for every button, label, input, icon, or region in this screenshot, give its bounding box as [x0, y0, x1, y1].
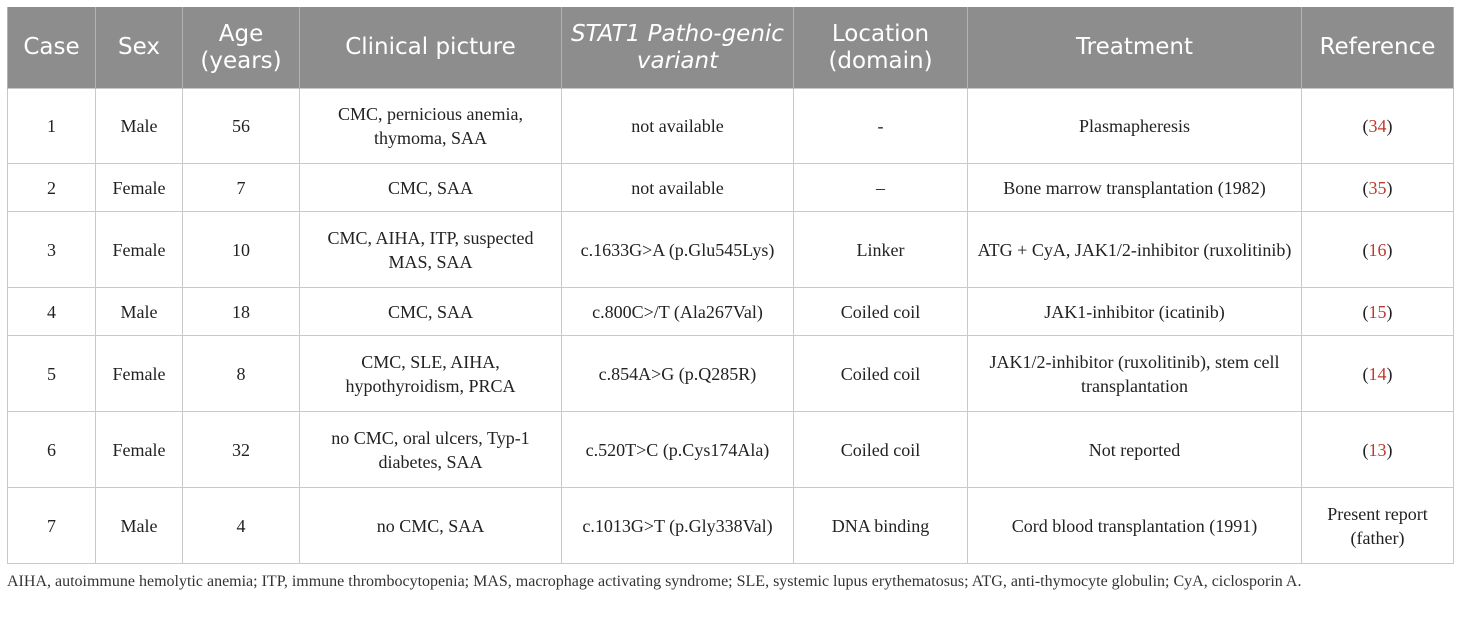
cell-location: Linker [794, 212, 968, 288]
header-location: Location (domain) [794, 7, 968, 89]
cell-sex: Female [96, 212, 183, 288]
table-row [8, 288, 1454, 336]
header-treatment: Treatment [968, 7, 1302, 89]
cell-sex: Female [96, 164, 183, 212]
cell-variant: c.800C>/T (Ala267Val) [562, 288, 794, 336]
ref-open: ( [1362, 439, 1369, 460]
cell-case: 5 [8, 336, 96, 412]
cell-reference [1302, 288, 1454, 336]
table-row [8, 336, 1454, 412]
cell-clinical: CMC, SLE, AIHA, hypothyroidism, PRCA [300, 336, 562, 412]
ref-open: ( [1362, 116, 1369, 136]
ref-link[interactable]: 14 [1368, 363, 1387, 384]
cell-age: 8 [183, 336, 300, 412]
ref-open: ( [1362, 177, 1369, 198]
cell-clinical: no CMC, SAA [300, 488, 562, 564]
cell-age: 56 [183, 89, 300, 164]
cell-sex: Male [96, 488, 183, 564]
cell-clinical: no CMC, oral ulcers, Typ-1 diabetes, SAA [300, 412, 562, 488]
ref-close: ) [1386, 239, 1393, 260]
header-variant: STAT1 Patho-genic variant [562, 7, 794, 89]
cell-variant: c.1633G>A (p.Glu545Lys) [562, 212, 794, 288]
cell-location: – [794, 164, 968, 212]
ref-close: ) [1386, 177, 1393, 198]
ref-link[interactable]: 34 [1368, 116, 1387, 136]
ref-link[interactable]: 15 [1368, 301, 1387, 322]
cell-case: 4 [8, 288, 96, 336]
cell-reference [1302, 89, 1454, 164]
cell-treatment: Bone marrow transplantation (1982) [968, 164, 1302, 212]
table-row [8, 164, 1454, 212]
cell-sex: Female [96, 336, 183, 412]
cell-case: 2 [8, 164, 96, 212]
cell-treatment: JAK1/2-inhibitor (ruxolitinib), stem cell transplantation [968, 336, 1302, 412]
cell-age: 4 [183, 488, 300, 564]
ref-link[interactable]: 35 [1368, 177, 1387, 198]
cell-location: DNA binding [794, 488, 968, 564]
cell-age: 18 [183, 288, 300, 336]
cell-treatment: Cord blood transplantation (1991) [968, 488, 1302, 564]
cell-clinical: CMC, AIHA, ITP, suspected MAS, SAA [300, 212, 562, 288]
table-row [8, 412, 1454, 488]
cell-location: Coiled coil [794, 288, 968, 336]
ref-link[interactable]: 13 [1368, 439, 1387, 460]
cell-sex: Male [96, 288, 183, 336]
cell-treatment: ATG + CyA, JAK1/2-inhibitor (ruxolitinib) [968, 212, 1302, 288]
cell-treatment: JAK1-inhibitor (icatinib) [968, 288, 1302, 336]
cell-age: 7 [183, 164, 300, 212]
cell-variant: c.1013G>T (p.Gly338Val) [562, 488, 794, 564]
header-row [8, 7, 1454, 89]
header-sex: Sex [96, 7, 183, 89]
ref-close: ) [1386, 301, 1393, 322]
header-age: Age (years) [183, 7, 300, 89]
cell-case: 1 [8, 89, 96, 164]
cell-treatment: Not reported [968, 412, 1302, 488]
cell-variant: c.854A>G (p.Q285R) [562, 336, 794, 412]
cell-case: 7 [8, 488, 96, 564]
cell-location: Coiled coil [794, 412, 968, 488]
ref-link[interactable]: 16 [1368, 239, 1387, 260]
table-row [8, 488, 1454, 564]
cell-clinical: CMC, SAA [300, 288, 562, 336]
cell-location: Coiled coil [794, 336, 968, 412]
table-row [8, 212, 1454, 288]
cell-reference [1302, 412, 1454, 488]
case-table [7, 7, 1454, 564]
cell-case: 3 [8, 212, 96, 288]
cell-clinical: CMC, SAA [300, 164, 562, 212]
table-footnote: AIHA, autoimmune hemolytic anemia; ITP, immune thrombocytopenia; MAS, macrophage activating syndrome; SLE, systemic lupus erythematosus; ATG, anti-thymocyte globulin; CyA, ciclosporin A. [7, 573, 1302, 590]
cell-treatment: Plasmapheresis [968, 89, 1302, 164]
ref-close: ) [1386, 439, 1393, 460]
cell-reference: Present report (father) [1302, 488, 1454, 564]
cell-reference [1302, 164, 1454, 212]
header-case: Case [8, 7, 96, 89]
header-clinical-picture: Clinical picture [300, 7, 562, 89]
header-reference: Reference [1302, 7, 1454, 89]
cell-variant: not available [562, 89, 794, 164]
table-container [7, 7, 1453, 594]
cell-age: 10 [183, 212, 300, 288]
cell-case: 6 [8, 412, 96, 488]
cell-reference [1302, 336, 1454, 412]
cell-variant: not available [562, 164, 794, 212]
ref-open: ( [1362, 363, 1369, 384]
ref-close: ) [1386, 116, 1393, 136]
table-row [8, 89, 1454, 164]
cell-sex: Male [96, 89, 183, 164]
cell-age: 32 [183, 412, 300, 488]
ref-open: ( [1362, 239, 1369, 260]
cell-clinical: CMC, pernicious anemia, thymoma, SAA [300, 89, 562, 164]
ref-close: ) [1386, 363, 1393, 384]
cell-sex: Female [96, 412, 183, 488]
ref-open: ( [1362, 301, 1369, 322]
cell-location: - [794, 89, 968, 164]
cell-reference [1302, 212, 1454, 288]
cell-variant: c.520T>C (p.Cys174Ala) [562, 412, 794, 488]
